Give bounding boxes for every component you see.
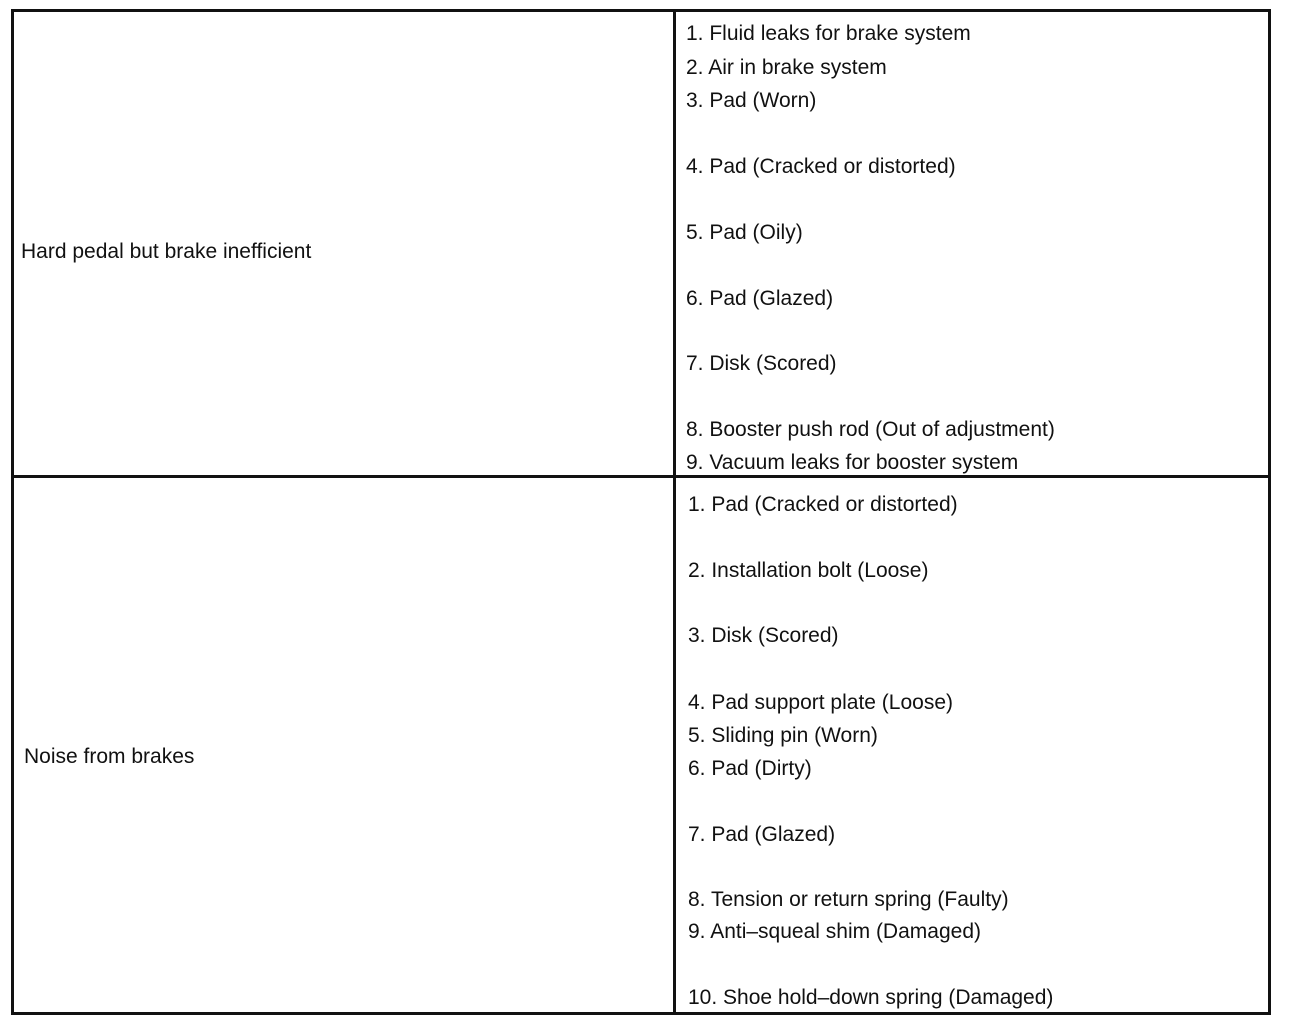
symptom-cell [14, 478, 676, 1012]
symptom-text: Noise from brakes [24, 745, 195, 768]
table-row-noise [14, 478, 1268, 1012]
cause-item: 9. Anti–squeal shim (Damaged) [688, 920, 981, 943]
cause-item: 4. Pad support plate (Loose) [688, 691, 954, 714]
cause-item: 4. Pad (Cracked or distorted) [686, 155, 956, 178]
cause-item: 9. Vacuum leaks for booster system [686, 451, 1019, 474]
cause-item: 6. Pad (Glazed) [686, 287, 834, 310]
cause-item: 7. Pad (Glazed) [688, 823, 836, 846]
causes-cell [676, 12, 1268, 475]
cause-item: 1. Fluid leaks for brake system [686, 22, 971, 45]
cause-item: 5. Pad (Oily) [686, 221, 803, 244]
cause-item: 2. Air in brake system [686, 56, 887, 79]
symptom-text: Hard pedal but brake inefficient [21, 240, 312, 263]
cause-item: 2. Installation bolt (Loose) [688, 559, 929, 582]
troubleshooting-table [11, 9, 1271, 1015]
cause-item: 7. Disk (Scored) [686, 352, 837, 375]
cause-item: 6. Pad (Dirty) [688, 757, 812, 780]
cause-item: 8. Booster push rod (Out of adjustment) [686, 418, 1055, 441]
cause-item: 10. Shoe hold–down spring (Damaged) [688, 986, 1054, 1009]
cause-item: 3. Pad (Worn) [686, 89, 817, 112]
cause-item: 3. Disk (Scored) [688, 624, 839, 647]
symptom-cell [14, 12, 676, 475]
causes-cell [676, 478, 1268, 1012]
cause-item: 8. Tension or return spring (Faulty) [688, 888, 1009, 911]
table-row-hard-pedal [14, 12, 1268, 478]
cause-item: 5. Sliding pin (Worn) [688, 724, 878, 747]
cause-item: 1. Pad (Cracked or distorted) [688, 493, 958, 516]
